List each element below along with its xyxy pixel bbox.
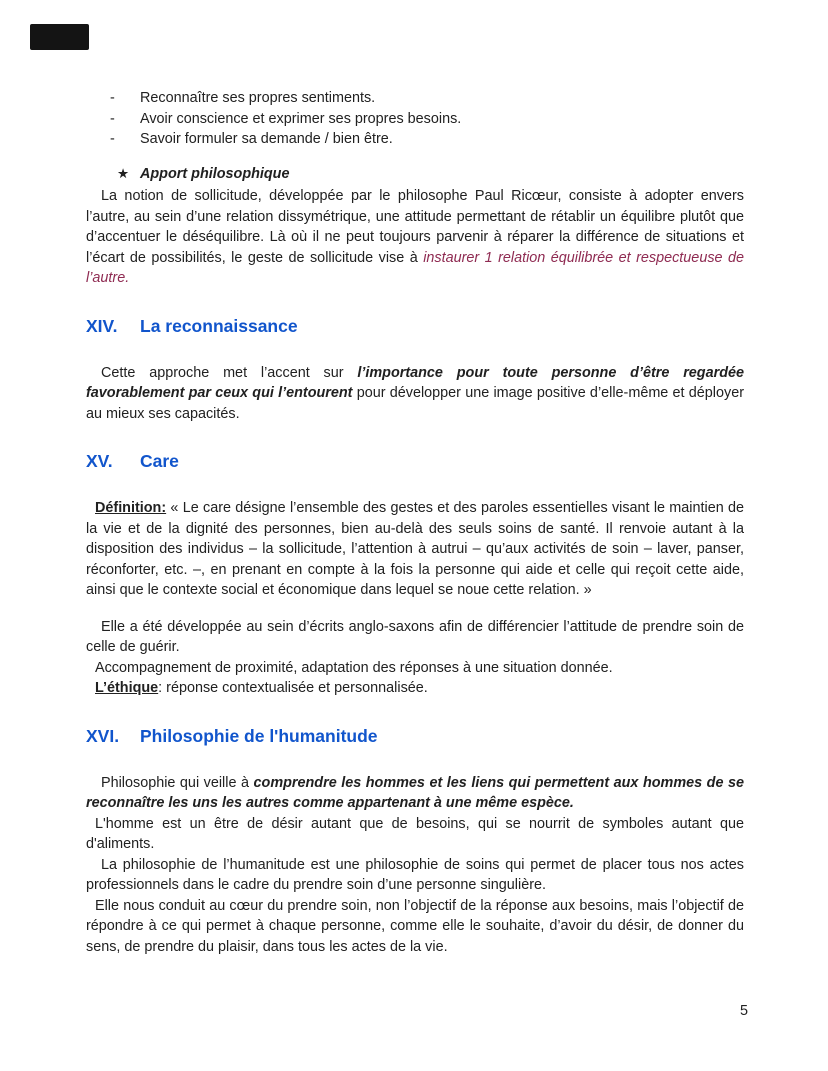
care-definition-paragraph	[86, 498, 744, 601]
paragraph-text: pour développer une image positive d’elle-même et déployer au mieux ses capacités.	[86, 385, 745, 422]
paragraph-text: Accompagnement de proximité, adaptation des réponses à une situation donnée.	[95, 659, 613, 676]
document-content	[86, 88, 744, 957]
list-item-text: Avoir conscience et exprimer ses propres besoins.	[140, 110, 462, 127]
paragraph-text: La philosophie de l’humanitude est une philosophie de soins qui permet de placer tous nos actes professionnels dans le cadre du prendre soin d’une personne singulière.	[86, 856, 744, 893]
page-number: 5	[739, 1003, 748, 1019]
scan-corner-artifact	[30, 24, 89, 50]
paragraph-text: Cette approche met l’accent sur	[101, 364, 358, 381]
bold-italic-text: comprendre les hommes et les liens qui permettent aux hommes de se reconnaître les uns les autres comme appartenant à une même espèce.	[86, 774, 744, 811]
paragraph-text: « Le care désigne l’ensemble des gestes et des paroles essentielles visant le maintien de la vie et de la dignité des personnes, bien au-delà des seuls soins de santé. Il renvoie autant à la disposition des individus – la sollicitude, l’attention à autrui – qu’aux activités de soin – laver, panser, réconforter, etc. –, en prenant en compte à la fois la personne qui aide et celle qui reçoit cette aide, ainsi que le contexte social et économique dans lequel se noue cette relation. »	[86, 500, 744, 598]
emphasis-text: instaurer 1 relation équilibrée et respectueuse de l’autre.	[86, 249, 744, 286]
list-item	[86, 129, 744, 150]
paragraph-text: La notion de sollicitude, développée par le philosophe Paul Ricœur, consiste à adopter envers l’autre, au sein d’une relation dissymétrique, une attitude permettant de rétablir un équilibre plutôt que d’accentuer le déséquilibre. Là où il ne peut toujours parvenir à réparer la différence de situations et l’écart de possibilités, le geste de sollicitude vise à	[86, 188, 744, 266]
bold-italic-text: l’importance pour toute personne d’être regardée favorablement par ceux qui l’entourent	[86, 364, 744, 401]
section-title: Philosophie de l'humanitude	[140, 725, 378, 746]
section-title: La reconnaissance	[140, 315, 298, 336]
dash-marker: -	[110, 90, 115, 106]
competency-list	[86, 88, 744, 150]
paragraph-text: L'homme est un être de désir autant que de besoins, qui se nourrit de symboles autant que d'aliments.	[86, 815, 744, 852]
humanitude-paragraph-3	[86, 855, 744, 896]
paragraph-text: : réponse contextualisée et personnalisée.	[158, 680, 428, 696]
paragraph-text: Elle a été développée au sein d’écrits anglo-saxons afin de différencier l’attitude de prendre soin de celle de guérir.	[86, 618, 744, 655]
section-number: XVI.	[86, 725, 120, 746]
ethique-paragraph	[86, 678, 744, 699]
section-heading-xv	[86, 450, 744, 473]
paragraph-text: Elle nous conduit au cœur du prendre soin, non l’objectif de la réponse aux besoins, mais l’objectif de répondre à ce qui permet à chaque personne, comme elle le souhaite, d’avoir du désir, de donner du sens, de prendre du plaisir, dans tous les actes de la vie.	[86, 897, 744, 955]
accompagnement-paragraph	[86, 658, 744, 679]
dash-marker: -	[110, 110, 115, 127]
care-developpee-paragraph	[86, 617, 744, 658]
list-item-text: Reconnaître ses propres sentiments.	[140, 90, 376, 106]
humanitude-paragraph-1	[86, 773, 744, 814]
reconnaissance-paragraph	[86, 363, 744, 425]
list-item-text: Savoir formuler sa demande / bien être.	[140, 131, 393, 147]
ethique-label: L’éthique	[95, 680, 159, 696]
star-icon: ★	[117, 165, 130, 181]
section-number: XV.	[86, 451, 113, 471]
list-item	[86, 88, 744, 109]
humanitude-paragraph-4	[86, 896, 744, 958]
dash-marker: -	[110, 131, 115, 147]
apport-title-text: Apport philosophique	[140, 165, 290, 182]
paragraph-text: Philosophie qui veille à	[101, 774, 254, 791]
apport-philosophique-heading	[86, 164, 744, 185]
definition-label: Définition:	[95, 500, 167, 516]
list-item	[86, 109, 744, 130]
section-heading-xiv	[86, 315, 744, 338]
section-number: XIV.	[86, 315, 118, 336]
section-heading-xvi	[86, 725, 744, 748]
section-title: Care	[140, 451, 179, 471]
sollicitude-paragraph	[86, 186, 744, 289]
humanitude-paragraph-2	[86, 814, 744, 855]
